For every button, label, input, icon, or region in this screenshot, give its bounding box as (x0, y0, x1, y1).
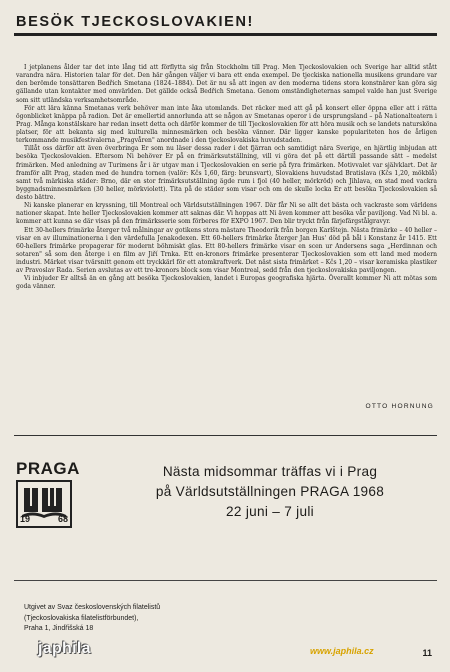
watermark-logo: japhila (38, 640, 91, 657)
article-body (16, 64, 437, 292)
praga-logo (16, 459, 80, 538)
imprint-line: Utgivet av Svaz československých filatelistů (24, 604, 161, 611)
logo-word: PRAGA (16, 459, 80, 478)
page-number: 11 (422, 648, 432, 658)
paragraph: Vi inbjuder Er alltså än en gång att besöka Tjeckoslovakien, landet i Europas geografiska hjärta. Överallt kommer Ni att mötas som goda vänner. (16, 275, 437, 291)
title-rule (14, 33, 437, 36)
announcement-line: på Världsutställningen PRAGA 1968 (155, 484, 385, 499)
page-title: BESÖK TJECKOSLOVAKIEN! (16, 14, 254, 30)
announcement-line: Nästa midsommar träffas vi i Prag (162, 464, 378, 479)
paragraph: För att lära känna Smetanas verk behöver man inte åka utomlands. Det räcker med att gå på konsert eller öppna eller att i rätta ögonblicket knäppa på radion. Det är emellertid annorlunda att se någon av Smetanas operor i de ursprungsland – på Nationalteatern i Prag. Många konstälskare har redan insett detta och därför kommer de till Tjeckoslovakien för att höra musik och se landets naturskönа platser, för att bekanta sig med kulturella minnesmärken och besöka vänner. Där ligger kanske populariteten hos de årligen terkommande musikfestivalerna „Pragvåren" anordnade i den tjeckoslovakiska huvudstaden. (16, 104, 437, 145)
announcement (120, 462, 420, 522)
section-divider (14, 435, 437, 436)
paragraph: Tillåt oss därför att även överbringa Er som nu läser dessa rader i det fjärran och samtidigt nära Sverige, en hjärtlig inbjudan att besöka Tjeckoslovakien. Eftersom Ni behöver Er på en frimärksutställning, vill vi göra det på ett därtill passande sätt – medelst frimärken. Med anledning av Turimens år i är utgav man i Tjeckoslovakien en serie på fyra frimärken. Motivvalet var självklart. Det är framför allt Prag, staden med de hundra tornen (valör: Kčs 1,60, färg: brunsvart), Slovakiens huvudstad Bratislava (Kčs 1,20, mökblå) samt två märkiska städer: Brno, där en stor frimärksutställning ägde rum i fjol (40 heller, mörkröd) och Jihlava, en stad med vackra byggnadsminnesmärken (30 heller, mörkviolett). Tita på de städer som visar och om de skulle locka Er att besöka Tjeckoslovakien så desto bättre. (16, 145, 437, 201)
paragraph: Ett 30-hellers frimärke återger två målningar av gotikens stora mästare Theodorik från borgen Karlštejn. Nästa frimärke – 40 heller – visar en av illuminationerna i den värdefulla Jenakodexen. Ett 60-hellers frimärke återger Jan Hus' död på bål i Konstanz år 1415. Ett 60-hellers frimärke propagerar för modernt böhmiskt glas. Ett 80-hellers frimärke visar en scen ur Andersens saga „Herdinnan och sotaren" så som den återge i en film av Jiří Trnka. Ett en-kronors frimärke presenterar Tjeckoslovakien som ett land med modern industri. Märket visar tvärsnitt genom ett tryckkärl för ett atomkraftverk. Det näst sista frimärket – Kčs 1,20 – visar keramiska plastiker av Pravoslav Rada. Serien avslutas av ett tre-kronors block som visar Montreal, sedd från den tjeckoslovakiska paviljongen. (16, 226, 437, 275)
paragraph: I jetplanens ålder tar det inte lång tid att förflytta sig från Stockholm till Prag. Men Tjeckoslovakien och Sverige har alltid stått varandra nära. Historien talar för det. Den här gången väljer vi bara ett enda exempel. De tjeckiska nationella musikens grundare var den berömde tonsättaren Bedřich Smetana (1824–1884). Det är nu så att ingen av den moderna tidens stora konstnärer kan göra sig gällande utan kontakter med omvärlden. Det gällde också Bedřich Smetana. Genom omständigheternas sampel valde han just Sverige som sitt utländska verksamhetsområde. (16, 64, 437, 104)
logo-year-right: 68 (57, 514, 68, 524)
author-signature: OTTO HORNUNG (365, 403, 434, 410)
header (14, 14, 437, 36)
imprint-line: Praha 1, Jindřišská 18 (24, 625, 94, 632)
imprint-line: (Tjeckoslovakiska filatelistförbundet), (24, 614, 139, 622)
publisher-imprint (24, 603, 160, 635)
announcement-dates: 22 juni – 7 juli (226, 504, 314, 519)
logo-emblem (16, 480, 72, 528)
footer-divider (14, 580, 437, 581)
logo-year-left: 19 (20, 514, 31, 524)
paragraph: Ni kanske planerar en kryssning, till Montreal och Världsutställningen 1967. Där får Ni se allt det bästa och vackraste som världens nationer skapat. Inte heller Tjeckoslovakien kommer att saknas där. Vi hoppas att Ni även kommer att besöka vår paviljong. Vad Ni bl. a. kommer att kunna se där visas på den frimärksserie som förberes för EXPO 1967. Den blir tryckt från färjefärgstålgravyr. (16, 202, 437, 226)
logo-year (18, 514, 70, 524)
watermark-url: www.japhila.cz (310, 646, 374, 656)
